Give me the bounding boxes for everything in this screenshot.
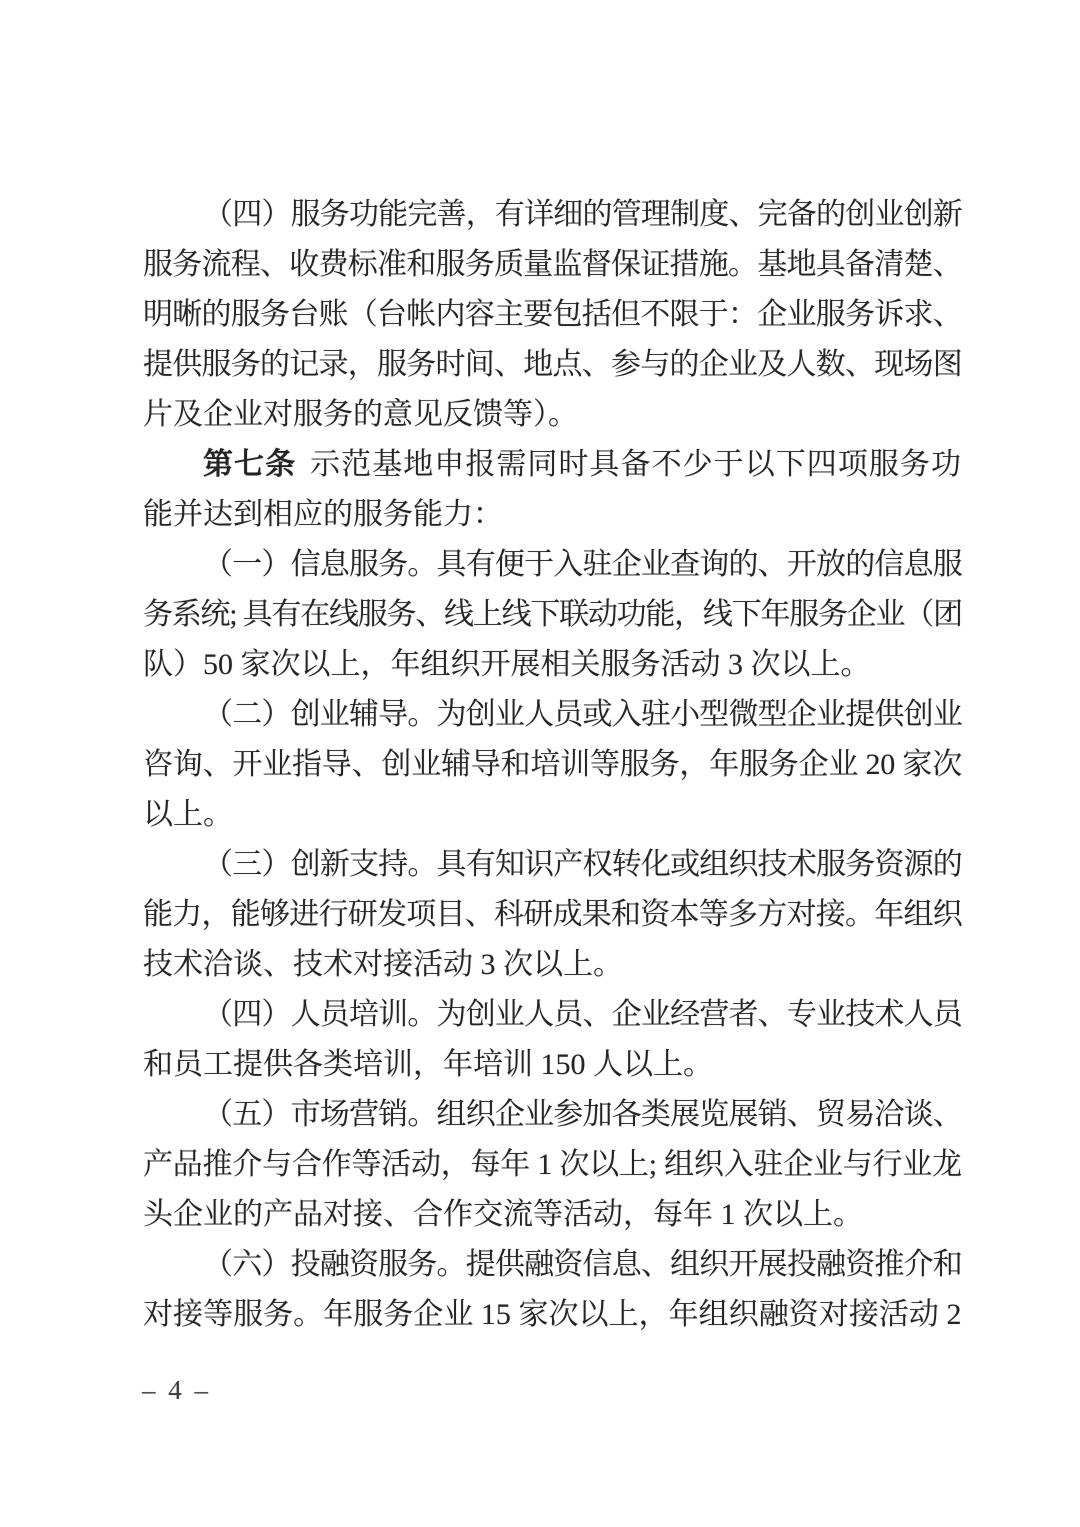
text-line: 服务流程、收费标准和服务质量监督保证措施。基地具备清楚、 bbox=[143, 248, 962, 281]
text-line: 明晰的服务台账（台帐内容主要包括但不限于：企业服务诉求、 bbox=[143, 298, 962, 331]
article-text: 示范基地申报需同时具备不少于以下四项服务功 bbox=[310, 448, 962, 481]
text-line: （六）投融资服务。提供融资信息、组织开展投融资推介和 bbox=[203, 1248, 962, 1281]
text-line: （三）创新支持。具有知识产权转化或组织技术服务资源的 bbox=[203, 848, 962, 881]
text-line: 产品推介与合作等活动，每年 1 次以上; 组织入驻企业与行业龙 bbox=[143, 1148, 962, 1181]
text-line bbox=[143, 440, 962, 490]
text-line: 对接等服务。年服务企业 15 家次以上，年组织融资对接活动 2 bbox=[143, 1298, 962, 1331]
text-line: 队）50 家次以上，年组织开展相关服务活动 3 次以上。 bbox=[143, 648, 871, 681]
text-line: 和员工提供各类培训，年培训 150 人以上。 bbox=[143, 1048, 713, 1081]
text-line: 片及企业对服务的意见反馈等）。 bbox=[143, 398, 578, 431]
text-line: （四）服务功能完善，有详细的管理制度、完备的创业创新 bbox=[203, 198, 962, 231]
text-line: 技术洽谈、技术对接活动 3 次以上。 bbox=[143, 948, 623, 981]
text-line: 以上。 bbox=[143, 798, 233, 831]
text-line: 头企业的产品对接、合作交流等活动，每年 1 次以上。 bbox=[143, 1198, 863, 1231]
text-line: 咨询、开业指导、创业辅导和培训等服务，年服务企业 20 家次 bbox=[143, 748, 962, 781]
text-line: 能力，能够进行研发项目、科研成果和资本等多方对接。年组织 bbox=[143, 898, 962, 931]
article-term: 第七条 bbox=[203, 448, 297, 481]
text-line: 务系统; 具有在线服务、线上线下联动功能，线下年服务企业（团 bbox=[143, 598, 962, 631]
text-line: 能并达到相应的服务能力： bbox=[143, 498, 503, 531]
document-body bbox=[143, 190, 962, 1340]
text-line: （五）市场营销。组织企业参加各类展览展销、贸易洽谈、 bbox=[203, 1098, 962, 1131]
page-number: – 4 – bbox=[142, 1375, 211, 1405]
text-line: （一）信息服务。具有便于入驻企业查询的、开放的信息服 bbox=[203, 548, 962, 581]
text-line: （四）人员培训。为创业人员、企业经营者、专业技术人员 bbox=[203, 998, 962, 1031]
text-line: 提供服务的记录，服务时间、地点、参与的企业及人数、现场图 bbox=[143, 348, 962, 381]
text-line: （二）创业辅导。为创业人员或入驻小型微型企业提供创业 bbox=[203, 698, 962, 731]
